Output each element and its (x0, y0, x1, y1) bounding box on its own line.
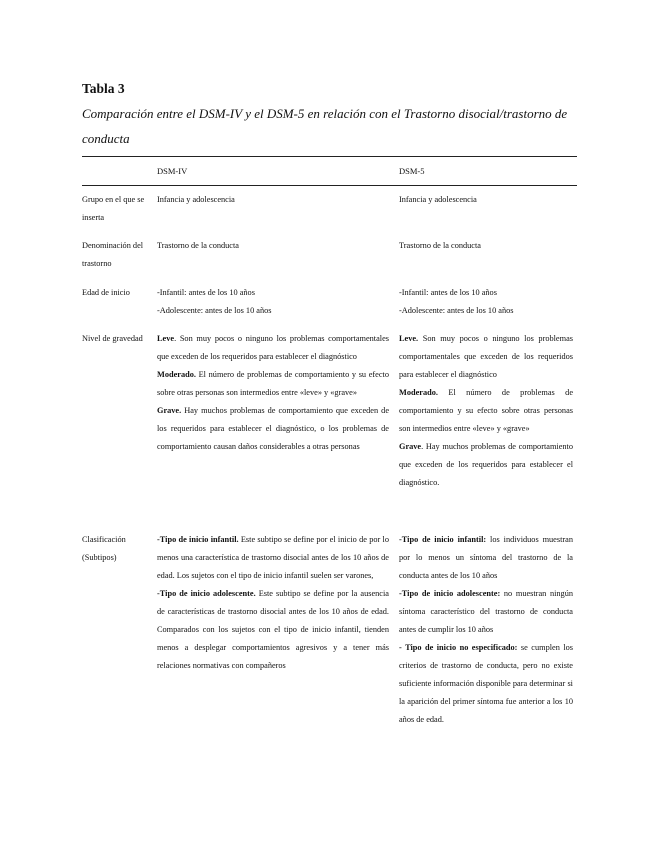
row-label-gravedad: Nivel de gravedad (82, 334, 143, 343)
table-caption: Comparación entre el DSM-IV y el DSM-5 en relación con el Trastorno disocial/trastorno de conducta (82, 106, 568, 146)
table-label: Tabla 3 (82, 81, 125, 96)
cell-edad-dsm5-line2: -Adolescente: antes de los 10 años (399, 306, 514, 315)
term-text: Este subtipo se define por el inicio de por lo menos una característica de trastorno disocial antes de los 10 años de edad. Los sujetos con el tipo de inicio infantil suelen ser varones, (157, 535, 389, 580)
term-text: El número de problemas de comportamiento y su efecto sobre otras personas son intermedios entre «leve» y «grave» (157, 370, 389, 397)
cell-edad-dsm5-line1: -Infantil: antes de los 10 años (399, 288, 497, 297)
term-label: Leve. (399, 334, 419, 343)
row-label-edad: Edad de inicio (82, 288, 130, 297)
cell-gravedad-dsm4 (157, 330, 389, 456)
cell-denominacion-dsm5: Trastorno de la conducta (399, 241, 481, 250)
cell-edad-dsm4-line1: -Infantil: antes de los 10 años (157, 288, 255, 297)
cell-edad-dsm4-line2: -Adolescente: antes de los 10 años (157, 306, 272, 315)
term-label: - Tipo de inicio no especificado: (399, 643, 518, 652)
term-text: se cumplen los criterios de trastorno de conducta, pero no existe suficiente información disponible para determinar si la aparición del primer síntoma fue anterior a los 10 años de edad. (399, 643, 573, 724)
cell-gravedad-dsm5 (399, 330, 573, 492)
term-text: . Hay muchos problemas de comportamiento que exceden de los requeridos para establecer el diagnóstico. (399, 442, 573, 487)
term-label: Moderado. (157, 370, 196, 379)
term-text: Este subtipo se define por la ausencia de características de trastorno disocial antes de los 10 años de edad. Comparados con los sujetos con el tipo de inicio infantil, tienden menos a desplegar comportamientos agresivos y a tener más relaciones normativas con compañeros (157, 589, 389, 670)
term-label: -Tipo de inicio adolescente: (399, 589, 501, 598)
subtipo-dsm4-infantil (157, 531, 389, 585)
table-top-rule (82, 156, 577, 157)
cell-clasificacion-dsm5 (399, 531, 573, 729)
term-label: Leve (157, 334, 175, 343)
subtipo-dsm4-adolescente (157, 585, 389, 675)
cell-edad-dsm5 (399, 284, 573, 320)
row-label-denominacion: Denominación del trastorno (82, 241, 144, 268)
term-text: Son muy pocos o ninguno los problemas comportamentales que exceden de los requeridos para establecer el diagnóstico (399, 334, 573, 379)
gravedad-dsm5-moderado (399, 384, 573, 438)
term-text: El número de problemas de comportamiento y su efecto sobre otras personas son intermedios entre «leve» y «grave» (399, 388, 573, 433)
column-header-dsm5: DSM-5 (399, 166, 425, 176)
row-label-grupo: Grupo en el que se inserta (82, 195, 145, 222)
subtipo-dsm5-adolescente (399, 585, 573, 639)
table-header-rule (82, 185, 577, 186)
cell-edad-dsm4 (157, 284, 389, 320)
term-label: Grave. (157, 406, 182, 415)
term-label: Grave (399, 442, 422, 451)
gravedad-dsm4-grave (157, 402, 389, 456)
subtipo-dsm5-no-especificado (399, 639, 573, 729)
term-text: Hay muchos problemas de comportamiento que exceden de los requeridos para establecer el diagnóstico, o los problemas de comportamiento causan daños considerables a otras personas (157, 406, 389, 451)
term-label: -Tipo de inicio infantil. (157, 535, 239, 544)
term-label: Moderado. (399, 388, 438, 397)
term-text: . Son muy pocos o ninguno los problemas comportamentales que exceden de los requeridos para establecer el diagnóstico (157, 334, 389, 361)
cell-denominacion-dsm4: Trastorno de la conducta (157, 241, 239, 250)
cell-grupo-dsm5: Infancia y adolescencia (399, 195, 477, 204)
gravedad-dsm5-grave (399, 438, 573, 492)
gravedad-dsm5-leve (399, 330, 573, 384)
column-header-dsm4: DSM-IV (157, 166, 188, 176)
cell-clasificacion-dsm4 (157, 531, 389, 675)
subtipo-dsm5-infantil (399, 531, 573, 585)
term-text: los individuos muestran por lo menos un síntoma del trastorno de la conducta antes de los 10 años (399, 535, 573, 580)
term-label: -Tipo de inicio infantil: (399, 535, 487, 544)
cell-grupo-dsm4: Infancia y adolescencia (157, 195, 235, 204)
gravedad-dsm4-moderado (157, 366, 389, 402)
term-text: no muestran ningún síntoma característico del trastorno de conducta antes de cumplir los 10 años (399, 589, 573, 634)
row-label-clasificacion: Clasificación (Subtipos) (82, 535, 126, 562)
term-label: -Tipo de inicio adolescente. (157, 589, 256, 598)
gravedad-dsm4-leve (157, 330, 389, 366)
